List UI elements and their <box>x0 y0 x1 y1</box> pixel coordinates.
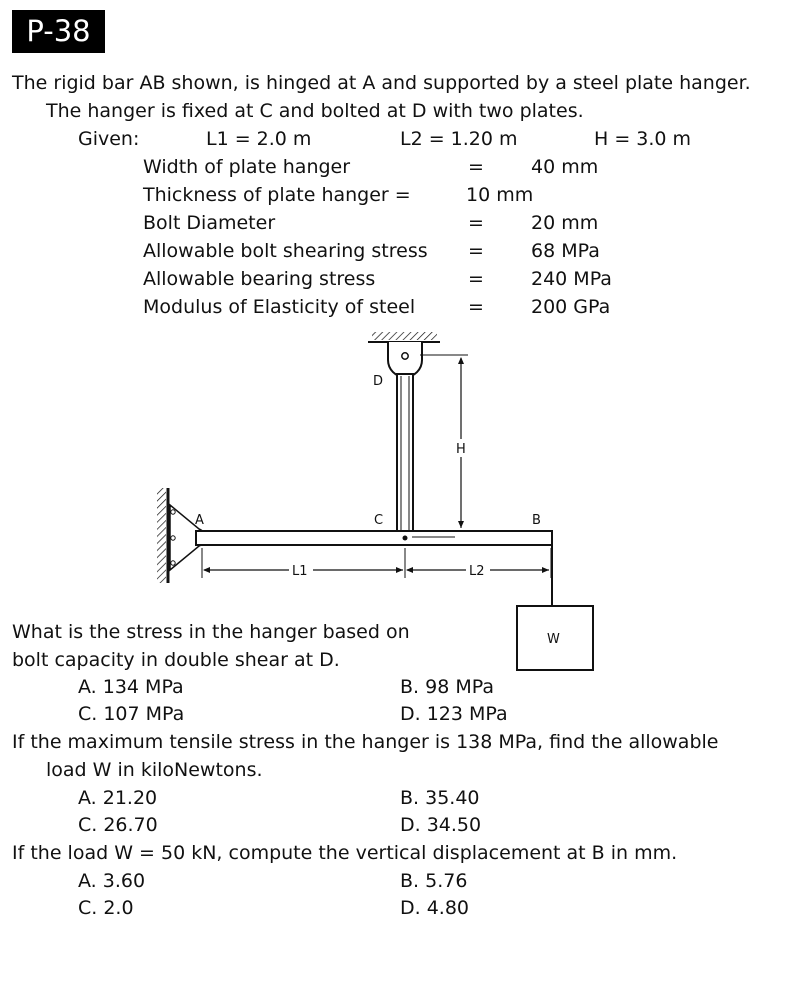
label-D: D <box>373 374 384 389</box>
given-row-value: 20 mm <box>531 212 599 234</box>
given-label: Given: <box>78 128 140 150</box>
question-1-choice-c: C. 107 MPa <box>78 703 185 725</box>
intro-line-1: The rigid bar AB shown, is hinged at A and supported by a steel plate hanger. <box>12 72 751 94</box>
question-2-choice-d: D. 34.50 <box>400 814 482 836</box>
question-2-choice-c: C. 26.70 <box>78 814 158 836</box>
point-C <box>403 536 408 541</box>
ceiling-support <box>368 332 440 342</box>
question-2-choice-a: A. 21.20 <box>78 787 158 809</box>
wall-support <box>157 488 168 583</box>
label-A: A <box>195 513 204 528</box>
plate-hanger <box>397 374 413 531</box>
question-3-line-1: If the load W = 50 kN, compute the vertical displacement at B in mm. <box>12 842 678 864</box>
given-H: H = 3.0 m <box>594 128 692 150</box>
label-B: B <box>532 513 541 528</box>
question-2-choice-b: B. 35.40 <box>400 787 480 809</box>
given-row-eq: = <box>468 296 484 318</box>
question-1-line-2: bolt capacity in double shear at D. <box>12 649 340 671</box>
rigid-bar-AB <box>196 531 552 545</box>
given-row-eq: = <box>468 240 484 262</box>
intro-line-2: The hanger is fixed at C and bolted at D with two plates. <box>46 100 584 122</box>
question-3-choice-a: A. 3.60 <box>78 870 146 892</box>
given-row-eq: = <box>468 212 484 234</box>
given-row-value: 68 MPa <box>531 240 600 262</box>
question-2-line-1: If the maximum tensile stress in the hanger is 138 MPa, find the allowable <box>12 731 719 753</box>
given-row-label: Thickness of plate hanger = <box>143 184 411 206</box>
question-1-choice-a: A. 134 MPa <box>78 676 184 698</box>
question-3-choice-d: D. 4.80 <box>400 897 470 919</box>
question-1-choice-d: D. 123 MPa <box>400 703 508 725</box>
label-C: C <box>374 513 384 528</box>
given-row-value: 10 mm <box>466 184 534 206</box>
given-row-label: Modulus of Elasticity of steel <box>143 296 416 318</box>
question-1-line-1: What is the stress in the hanger based on <box>12 621 410 643</box>
problem-number-badge: P-38 <box>12 10 105 53</box>
given-row-value: 240 MPa <box>531 268 612 290</box>
given-row-label: Bolt Diameter <box>143 212 276 234</box>
question-3-choice-b: B. 5.76 <box>400 870 468 892</box>
given-row-value: 200 GPa <box>531 296 611 318</box>
given-row-label: Allowable bolt shearing stress <box>143 240 428 262</box>
label-H: H <box>456 442 466 457</box>
given-row-eq: = <box>468 268 484 290</box>
given-L2: L2 = 1.20 m <box>400 128 518 150</box>
question-1-choice-b: B. 98 MPa <box>400 676 494 698</box>
question-3-choice-c: C. 2.0 <box>78 897 134 919</box>
label-W: W <box>547 632 560 647</box>
given-L1: L1 = 2.0 m <box>206 128 312 150</box>
label-L2: L2 <box>469 564 485 579</box>
given-row-value: 40 mm <box>531 156 599 178</box>
given-row-eq: = <box>468 156 484 178</box>
pin-D <box>402 353 408 359</box>
question-2-line-2: load W in kiloNewtons. <box>46 759 263 781</box>
label-L1: L1 <box>292 564 308 579</box>
given-row-label: Allowable bearing stress <box>143 268 376 290</box>
dimension-L1-L2 <box>202 548 551 578</box>
given-row-label: Width of plate hanger <box>143 156 351 178</box>
